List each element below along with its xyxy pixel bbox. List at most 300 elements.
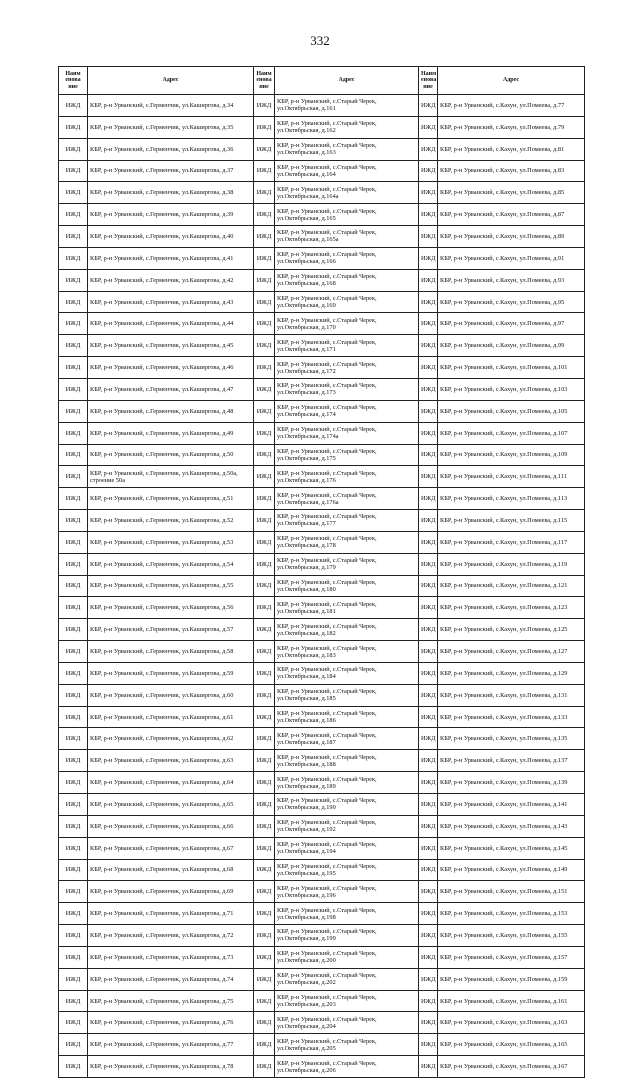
type-cell: ИЖД xyxy=(254,575,275,597)
type-cell: ИЖД xyxy=(419,400,438,422)
address-cell: КБР, р-н Урванский, с.Кахун, ул.Помеева, д.155 xyxy=(438,925,585,947)
table-row xyxy=(59,553,585,575)
table-row xyxy=(59,1034,585,1056)
address-cell: КБР, р-н Урванский, с.Герменчик, ул.Каширгова, д.44 xyxy=(88,313,254,335)
address-cell: КБР, р-н Урванский, с.Старый Черек, ул.Октябрьская, д.170 xyxy=(275,313,419,335)
address-cell: КБР, р-н Урванский, с.Кахун, ул.Помеева, д.113 xyxy=(438,488,585,510)
address-header: Адрес xyxy=(88,67,254,95)
type-cell: ИЖД xyxy=(254,946,275,968)
type-cell: ИЖД xyxy=(59,269,88,291)
table-row xyxy=(59,378,585,400)
type-cell: ИЖД xyxy=(419,422,438,444)
type-cell: ИЖД xyxy=(59,400,88,422)
address-cell: КБР, р-н Урванский, с.Старый Черек, ул.Октябрьская, д.186 xyxy=(275,706,419,728)
table-row xyxy=(59,772,585,794)
table-row xyxy=(59,684,585,706)
type-cell: ИЖД xyxy=(254,837,275,859)
address-cell: КБР, р-н Урванский, с.Герменчик, ул.Каширгова, д.50 xyxy=(88,444,254,466)
table-row xyxy=(59,706,585,728)
type-cell: ИЖД xyxy=(419,1034,438,1056)
address-cell: КБР, р-н Урванский, с.Кахун, ул.Помеева, д.115 xyxy=(438,510,585,532)
type-cell: ИЖД xyxy=(419,553,438,575)
type-cell: ИЖД xyxy=(59,925,88,947)
address-cell: КБР, р-н Урванский, с.Старый Черек, ул.Октябрьская, д.196 xyxy=(275,881,419,903)
table-row xyxy=(59,597,585,619)
address-cell: КБР, р-н Урванский, с.Кахун, ул.Помеева, д.93 xyxy=(438,269,585,291)
type-cell: ИЖД xyxy=(59,859,88,881)
type-cell: ИЖД xyxy=(254,750,275,772)
type-cell: ИЖД xyxy=(419,444,438,466)
type-cell: ИЖД xyxy=(419,684,438,706)
table-header-row xyxy=(59,67,585,95)
type-cell: ИЖД xyxy=(254,641,275,663)
address-cell: КБР, р-н Урванский, с.Кахун, ул.Помеева, д.137 xyxy=(438,750,585,772)
type-cell: ИЖД xyxy=(59,641,88,663)
table-row xyxy=(59,400,585,422)
type-cell: ИЖД xyxy=(254,444,275,466)
table-row xyxy=(59,444,585,466)
address-cell: КБР, р-н Урванский, с.Кахун, ул.Помеева, д.123 xyxy=(438,597,585,619)
type-cell: ИЖД xyxy=(59,684,88,706)
type-cell: ИЖД xyxy=(419,750,438,772)
address-cell: КБР, р-н Урванский, с.Старый Черек, ул.Октябрьская, д.202 xyxy=(275,968,419,990)
type-cell: ИЖД xyxy=(59,706,88,728)
address-cell: КБР, р-н Урванский, с.Старый Черек, ул.Октябрьская, д.169 xyxy=(275,291,419,313)
address-cell: КБР, р-н Урванский, с.Кахун, ул.Помеева, д.105 xyxy=(438,400,585,422)
type-cell: ИЖД xyxy=(254,510,275,532)
table-row xyxy=(59,335,585,357)
type-cell: ИЖД xyxy=(59,772,88,794)
type-cell: ИЖД xyxy=(254,728,275,750)
address-cell: КБР, р-н Урванский, с.Герменчик, ул.Каширгова, д.52 xyxy=(88,510,254,532)
address-cell: КБР, р-н Урванский, с.Кахун, ул.Помеева, д.117 xyxy=(438,531,585,553)
address-cell: КБР, р-н Урванский, с.Герменчик, ул.Каширгова, д.66 xyxy=(88,815,254,837)
type-cell: ИЖД xyxy=(59,750,88,772)
address-cell: КБР, р-н Урванский, с.Герменчик, ул.Каширгова, д.40 xyxy=(88,226,254,248)
address-cell: КБР, р-н Урванский, с.Старый Черек, ул.Октябрьская, д.204 xyxy=(275,1012,419,1034)
address-cell: КБР, р-н Урванский, с.Кахун, ул.Помеева, д.135 xyxy=(438,728,585,750)
address-cell: КБР, р-н Урванский, с.Старый Черек, ул.Октябрьская, д.164а xyxy=(275,182,419,204)
address-cell: КБР, р-н Урванский, с.Герменчик, ул.Каширгова, д.37 xyxy=(88,160,254,182)
address-cell: КБР, р-н Урванский, с.Кахун, ул.Помеева, д.163 xyxy=(438,1012,585,1034)
address-cell: КБР, р-н Урванский, с.Герменчик, ул.Каширгова, д.57 xyxy=(88,619,254,641)
type-cell: ИЖД xyxy=(59,95,88,117)
type-cell: ИЖД xyxy=(419,794,438,816)
type-cell: ИЖД xyxy=(59,466,88,488)
type-cell: ИЖД xyxy=(59,116,88,138)
type-cell: ИЖД xyxy=(59,815,88,837)
table-row xyxy=(59,488,585,510)
table-row xyxy=(59,138,585,160)
type-cell: ИЖД xyxy=(419,815,438,837)
address-cell: КБР, р-н Урванский, с.Герменчик, ул.Каширгова, д.64 xyxy=(88,772,254,794)
table-row xyxy=(59,531,585,553)
table-row xyxy=(59,160,585,182)
type-cell: ИЖД xyxy=(59,794,88,816)
type-cell: ИЖД xyxy=(59,247,88,269)
type-cell: ИЖД xyxy=(59,204,88,226)
type-cell: ИЖД xyxy=(254,1056,275,1078)
address-cell: КБР, р-н Урванский, с.Герменчик, ул.Каширгова, д.60 xyxy=(88,684,254,706)
type-cell: ИЖД xyxy=(254,794,275,816)
address-cell: КБР, р-н Урванский, с.Кахун, ул.Помеева, д.119 xyxy=(438,553,585,575)
table-row xyxy=(59,662,585,684)
type-cell: ИЖД xyxy=(254,422,275,444)
table-row xyxy=(59,750,585,772)
address-cell: КБР, р-н Урванский, с.Старый Черек, ул.Октябрьская, д.162 xyxy=(275,116,419,138)
address-cell: КБР, р-н Урванский, с.Кахун, ул.Помеева, д.167 xyxy=(438,1056,585,1078)
address-cell: КБР, р-н Урванский, с.Кахун, ул.Помеева, д.129 xyxy=(438,662,585,684)
table-row xyxy=(59,990,585,1012)
type-cell: ИЖД xyxy=(59,728,88,750)
type-cell: ИЖД xyxy=(254,357,275,379)
address-cell: КБР, р-н Урванский, с.Старый Черек, ул.Октябрьская, д.176 xyxy=(275,466,419,488)
type-cell: ИЖД xyxy=(59,575,88,597)
type-cell: ИЖД xyxy=(419,575,438,597)
type-cell: ИЖД xyxy=(254,335,275,357)
address-cell: КБР, р-н Урванский, с.Кахун, ул.Помеева, д.157 xyxy=(438,946,585,968)
address-cell: КБР, р-н Урванский, с.Герменчик, ул.Каширгова, д.48 xyxy=(88,400,254,422)
address-cell: КБР, р-н Урванский, с.Герменчик, ул.Каширгова, д.71 xyxy=(88,903,254,925)
address-cell: КБР, р-н Урванский, с.Старый Черек, ул.Октябрьская, д.165 xyxy=(275,204,419,226)
type-cell: ИЖД xyxy=(419,641,438,663)
address-cell: КБР, р-н Урванский, с.Кахун, ул.Помеева, д.103 xyxy=(438,378,585,400)
address-cell: КБР, р-н Урванский, с.Кахун, ул.Помеева, д.141 xyxy=(438,794,585,816)
address-cell: КБР, р-н Урванский, с.Герменчик, ул.Каширгова, д.62 xyxy=(88,728,254,750)
address-cell: КБР, р-н Урванский, с.Старый Черек, ул.Октябрьская, д.173 xyxy=(275,378,419,400)
type-cell: ИЖД xyxy=(59,1034,88,1056)
type-cell: ИЖД xyxy=(254,925,275,947)
page-number: 332 xyxy=(310,33,330,48)
type-cell: ИЖД xyxy=(59,968,88,990)
type-cell: ИЖД xyxy=(419,597,438,619)
type-cell: ИЖД xyxy=(419,531,438,553)
type-cell: ИЖД xyxy=(59,946,88,968)
table-row xyxy=(59,859,585,881)
type-cell: ИЖД xyxy=(254,138,275,160)
address-cell: КБР, р-н Урванский, с.Кахун, ул.Помеева, д.101 xyxy=(438,357,585,379)
address-cell: КБР, р-н Урванский, с.Герменчик, ул.Каширгова, д.55 xyxy=(88,575,254,597)
type-cell: ИЖД xyxy=(254,684,275,706)
table-row xyxy=(59,422,585,444)
address-cell: КБР, р-н Урванский, с.Герменчик, ул.Каширгова, д.45 xyxy=(88,335,254,357)
address-cell: КБР, р-н Урванский, с.Кахун, ул.Помеева, д.161 xyxy=(438,990,585,1012)
table-row xyxy=(59,269,585,291)
address-cell: КБР, р-н Урванский, с.Старый Черек, ул.Октябрьская, д.174а xyxy=(275,422,419,444)
type-cell: ИЖД xyxy=(59,619,88,641)
type-cell: ИЖД xyxy=(419,247,438,269)
address-cell: КБР, р-н Урванский, с.Кахун, ул.Помеева, д.121 xyxy=(438,575,585,597)
address-cell: КБР, р-н Урванский, с.Герменчик, ул.Каширгова, д.77 xyxy=(88,1034,254,1056)
type-cell: ИЖД xyxy=(254,291,275,313)
address-cell: КБР, р-н Урванский, с.Герменчик, ул.Каширгова, д.47 xyxy=(88,378,254,400)
address-cell: КБР, р-н Урванский, с.Герменчик, ул.Каширгова, д.73 xyxy=(88,946,254,968)
address-cell: КБР, р-н Урванский, с.Старый Черек, ул.Октябрьская, д.171 xyxy=(275,335,419,357)
type-cell: ИЖД xyxy=(59,226,88,248)
type-cell: ИЖД xyxy=(59,1012,88,1034)
address-cell: КБР, р-н Урванский, с.Герменчик, ул.Каширгова, д.78 xyxy=(88,1056,254,1078)
address-cell: КБР, р-н Урванский, с.Герменчик, ул.Каширгова, д.49 xyxy=(88,422,254,444)
address-cell: КБР, р-н Урванский, с.Герменчик, ул.Каширгова, д.36 xyxy=(88,138,254,160)
type-cell: ИЖД xyxy=(59,335,88,357)
type-cell: ИЖД xyxy=(59,357,88,379)
address-cell: КБР, р-н Урванский, с.Герменчик, ул.Каширгова, д.59 xyxy=(88,662,254,684)
address-cell: КБР, р-н Урванский, с.Старый Черек, ул.Октябрьская, д.184 xyxy=(275,662,419,684)
address-cell: КБР, р-н Урванский, с.Старый Черек, ул.Октябрьская, д.185 xyxy=(275,684,419,706)
address-table xyxy=(58,66,585,1078)
address-cell: КБР, р-н Урванский, с.Старый Черек, ул.Октябрьская, д.183 xyxy=(275,641,419,663)
type-cell: ИЖД xyxy=(419,95,438,117)
address-cell: КБР, р-н Урванский, с.Герменчик, ул.Каширгова, д.65 xyxy=(88,794,254,816)
type-cell: ИЖД xyxy=(419,1012,438,1034)
address-header: Адрес xyxy=(275,67,419,95)
address-cell: КБР, р-н Урванский, с.Герменчик, ул.Каширгова, д.56 xyxy=(88,597,254,619)
table-row xyxy=(59,794,585,816)
address-cell: КБР, р-н Урванский, с.Кахун, ул.Помеева, д.165 xyxy=(438,1034,585,1056)
table-row xyxy=(59,946,585,968)
type-cell: ИЖД xyxy=(254,662,275,684)
address-cell: КБР, р-н Урванский, с.Старый Черек, ул.Октябрьская, д.161 xyxy=(275,95,419,117)
address-cell: КБР, р-н Урванский, с.Кахун, ул.Помеева, д.127 xyxy=(438,641,585,663)
address-cell: КБР, р-н Урванский, с.Герменчик, ул.Каширгова, д.75 xyxy=(88,990,254,1012)
table-row xyxy=(59,575,585,597)
address-cell: КБР, р-н Урванский, с.Старый Черек, ул.Октябрьская, д.205 xyxy=(275,1034,419,1056)
type-cell: ИЖД xyxy=(254,772,275,794)
table-row xyxy=(59,226,585,248)
table-row xyxy=(59,925,585,947)
type-cell: ИЖД xyxy=(419,335,438,357)
type-cell: ИЖД xyxy=(254,116,275,138)
address-cell: КБР, р-н Урванский, с.Старый Черек, ул.Октябрьская, д.163 xyxy=(275,138,419,160)
type-cell: ИЖД xyxy=(254,378,275,400)
table-row xyxy=(59,1056,585,1078)
address-cell: КБР, р-н Урванский, с.Герменчик, ул.Каширгова, д.42 xyxy=(88,269,254,291)
type-cell: ИЖД xyxy=(59,291,88,313)
type-cell: ИЖД xyxy=(254,553,275,575)
address-cell: КБР, р-н Урванский, с.Герменчик, ул.Каширгова, д.68 xyxy=(88,859,254,881)
type-cell: ИЖД xyxy=(59,837,88,859)
address-cell: КБР, р-н Урванский, с.Герменчик, ул.Каширгова, д.38 xyxy=(88,182,254,204)
address-cell: КБР, р-н Урванский, с.Кахун, ул.Помеева, д.133 xyxy=(438,706,585,728)
table-body xyxy=(59,95,585,1078)
address-header: Адрес xyxy=(438,67,585,95)
address-cell: КБР, р-н Урванский, с.Старый Черек, ул.Октябрьская, д.180 xyxy=(275,575,419,597)
address-cell: КБР, р-н Урванский, с.Старый Черек, ул.Октябрьская, д.172 xyxy=(275,357,419,379)
address-cell: КБР, р-н Урванский, с.Старый Черек, ул.Октябрьская, д.164 xyxy=(275,160,419,182)
table-row xyxy=(59,837,585,859)
address-cell: КБР, р-н Урванский, с.Старый Черек, ул.Октябрьская, д.168 xyxy=(275,269,419,291)
address-cell: КБР, р-н Урванский, с.Старый Черек, ул.Октябрьская, д.192 xyxy=(275,815,419,837)
type-cell: ИЖД xyxy=(419,313,438,335)
address-cell: КБР, р-н Урванский, с.Кахун, ул.Помеева, д.159 xyxy=(438,968,585,990)
address-cell: КБР, р-н Урванский, с.Герменчик, ул.Каширгова, д.76 xyxy=(88,1012,254,1034)
address-cell: КБР, р-н Урванский, с.Герменчик, ул.Каширгова, д.50а, строение 50а xyxy=(88,466,254,488)
table-row xyxy=(59,510,585,532)
type-cell: ИЖД xyxy=(59,160,88,182)
type-cell: ИЖД xyxy=(254,1012,275,1034)
type-header: Наим енова ние xyxy=(419,67,438,95)
type-cell: ИЖД xyxy=(254,95,275,117)
type-cell: ИЖД xyxy=(419,1056,438,1078)
type-cell: ИЖД xyxy=(59,313,88,335)
type-cell: ИЖД xyxy=(419,968,438,990)
type-cell: ИЖД xyxy=(419,160,438,182)
table-row xyxy=(59,466,585,488)
address-cell: КБР, р-н Урванский, с.Старый Черек, ул.Октябрьская, д.206 xyxy=(275,1056,419,1078)
type-cell: ИЖД xyxy=(59,378,88,400)
table-row xyxy=(59,968,585,990)
address-cell: КБР, р-н Урванский, с.Кахун, ул.Помеева, д.153 xyxy=(438,903,585,925)
table-row xyxy=(59,95,585,117)
address-cell: КБР, р-н Урванский, с.Кахун, ул.Помеева, д.107 xyxy=(438,422,585,444)
address-cell: КБР, р-н Урванский, с.Старый Черек, ул.Октябрьская, д.203 xyxy=(275,990,419,1012)
address-cell: КБР, р-н Урванский, с.Старый Черек, ул.Октябрьская, д.198 xyxy=(275,903,419,925)
table-row xyxy=(59,728,585,750)
type-cell: ИЖД xyxy=(59,1056,88,1078)
address-cell: КБР, р-н Урванский, с.Кахун, ул.Помеева, д.111 xyxy=(438,466,585,488)
address-cell: КБР, р-н Урванский, с.Старый Черек, ул.Октябрьская, д.187 xyxy=(275,728,419,750)
address-cell: КБР, р-н Урванский, с.Герменчик, ул.Каширгова, д.43 xyxy=(88,291,254,313)
address-cell: КБР, р-н Урванский, с.Старый Черек, ул.Октябрьская, д.182 xyxy=(275,619,419,641)
type-cell: ИЖД xyxy=(254,182,275,204)
address-cell: КБР, р-н Урванский, с.Кахун, ул.Помеева, д.131 xyxy=(438,684,585,706)
type-cell: ИЖД xyxy=(254,313,275,335)
type-cell: ИЖД xyxy=(419,466,438,488)
table-row xyxy=(59,357,585,379)
type-header: Наим енова ние xyxy=(254,67,275,95)
address-cell: КБР, р-н Урванский, с.Старый Черек, ул.Октябрьская, д.175 xyxy=(275,444,419,466)
type-cell: ИЖД xyxy=(419,204,438,226)
type-cell: ИЖД xyxy=(419,378,438,400)
address-cell: КБР, р-н Урванский, с.Кахун, ул.Помеева, д.125 xyxy=(438,619,585,641)
type-cell: ИЖД xyxy=(254,881,275,903)
address-cell: КБР, р-н Урванский, с.Старый Черек, ул.Октябрьская, д.165а xyxy=(275,226,419,248)
address-cell: КБР, р-н Урванский, с.Герменчик, ул.Каширгова, д.34 xyxy=(88,95,254,117)
address-cell: КБР, р-н Урванский, с.Кахун, ул.Помеева, д.97 xyxy=(438,313,585,335)
type-cell: ИЖД xyxy=(419,859,438,881)
type-cell: ИЖД xyxy=(59,662,88,684)
table-row xyxy=(59,247,585,269)
address-cell: КБР, р-н Урванский, с.Старый Черек, ул.Октябрьская, д.194 xyxy=(275,837,419,859)
table-row xyxy=(59,182,585,204)
type-cell: ИЖД xyxy=(59,510,88,532)
type-cell: ИЖД xyxy=(419,269,438,291)
type-cell: ИЖД xyxy=(419,837,438,859)
address-cell: КБР, р-н Урванский, с.Герменчик, ул.Каширгова, д.51 xyxy=(88,488,254,510)
type-cell: ИЖД xyxy=(59,138,88,160)
address-cell: КБР, р-н Урванский, с.Герменчик, ул.Каширгова, д.35 xyxy=(88,116,254,138)
type-cell: ИЖД xyxy=(59,444,88,466)
table-row xyxy=(59,116,585,138)
type-cell: ИЖД xyxy=(59,881,88,903)
address-cell: КБР, р-н Урванский, с.Кахун, ул.Помеева, д.87 xyxy=(438,204,585,226)
type-cell: ИЖД xyxy=(59,990,88,1012)
address-cell: КБР, р-н Урванский, с.Старый Черек, ул.Октябрьская, д.190 xyxy=(275,794,419,816)
type-cell: ИЖД xyxy=(254,488,275,510)
address-cell: КБР, р-н Урванский, с.Кахун, ул.Помеева, д.81 xyxy=(438,138,585,160)
type-cell: ИЖД xyxy=(254,160,275,182)
type-cell: ИЖД xyxy=(419,291,438,313)
address-cell: КБР, р-н Урванский, с.Герменчик, ул.Каширгова, д.61 xyxy=(88,706,254,728)
table-row xyxy=(59,903,585,925)
type-cell: ИЖД xyxy=(419,925,438,947)
table-row xyxy=(59,291,585,313)
type-cell: ИЖД xyxy=(419,619,438,641)
type-cell: ИЖД xyxy=(254,269,275,291)
address-cell: КБР, р-н Урванский, с.Герменчик, ул.Каширгова, д.39 xyxy=(88,204,254,226)
type-cell: ИЖД xyxy=(59,488,88,510)
address-cell: КБР, р-н Урванский, с.Кахун, ул.Помеева, д.109 xyxy=(438,444,585,466)
address-cell: КБР, р-н Урванский, с.Старый Черек, ул.Октябрьская, д.195 xyxy=(275,859,419,881)
type-cell: ИЖД xyxy=(419,662,438,684)
address-cell: КБР, р-н Урванский, с.Герменчик, ул.Каширгова, д.53 xyxy=(88,531,254,553)
address-cell: КБР, р-н Урванский, с.Старый Черек, ул.Октябрьская, д.188 xyxy=(275,750,419,772)
type-cell: ИЖД xyxy=(254,597,275,619)
address-cell: КБР, р-н Урванский, с.Кахун, ул.Помеева, д.95 xyxy=(438,291,585,313)
table-row xyxy=(59,313,585,335)
type-cell: ИЖД xyxy=(254,400,275,422)
address-cell: КБР, р-н Урванский, с.Кахун, ул.Помеева, д.91 xyxy=(438,247,585,269)
address-cell: КБР, р-н Урванский, с.Герменчик, ул.Каширгова, д.54 xyxy=(88,553,254,575)
type-cell: ИЖД xyxy=(254,531,275,553)
type-header: Наим енова ние xyxy=(59,67,88,95)
address-cell: КБР, р-н Урванский, с.Старый Черек, ул.Октябрьская, д.178 xyxy=(275,531,419,553)
address-cell: КБР, р-н Урванский, с.Герменчик, ул.Каширгова, д.63 xyxy=(88,750,254,772)
address-cell: КБР, р-н Урванский, с.Старый Черек, ул.Октябрьская, д.199 xyxy=(275,925,419,947)
type-cell: ИЖД xyxy=(59,531,88,553)
address-cell: КБР, р-н Урванский, с.Кахун, ул.Помеева, д.77 xyxy=(438,95,585,117)
address-cell: КБР, р-н Урванский, с.Старый Черек, ул.Октябрьская, д.200 xyxy=(275,946,419,968)
type-cell: ИЖД xyxy=(254,706,275,728)
address-cell: КБР, р-н Урванский, с.Кахун, ул.Помеева, д.85 xyxy=(438,182,585,204)
address-cell: КБР, р-н Урванский, с.Старый Черек, ул.Октябрьская, д.189 xyxy=(275,772,419,794)
type-cell: ИЖД xyxy=(419,946,438,968)
address-cell: КБР, р-н Урванский, с.Герменчик, ул.Каширгова, д.72 xyxy=(88,925,254,947)
address-cell: КБР, р-н Урванский, с.Старый Черек, ул.Октябрьская, д.174 xyxy=(275,400,419,422)
address-cell: КБР, р-н Урванский, с.Герменчик, ул.Каширгова, д.67 xyxy=(88,837,254,859)
address-cell: КБР, р-н Урванский, с.Герменчик, ул.Каширгова, д.46 xyxy=(88,357,254,379)
address-cell: КБР, р-н Урванский, с.Герменчик, ул.Каширгова, д.74 xyxy=(88,968,254,990)
type-cell: ИЖД xyxy=(59,903,88,925)
type-cell: ИЖД xyxy=(254,859,275,881)
type-cell: ИЖД xyxy=(254,990,275,1012)
type-cell: ИЖД xyxy=(254,204,275,226)
address-cell: КБР, р-н Урванский, с.Старый Черек, ул.Октябрьская, д.176а xyxy=(275,488,419,510)
address-cell: КБР, р-н Урванский, с.Старый Черек, ул.Октябрьская, д.179 xyxy=(275,553,419,575)
address-cell: КБР, р-н Урванский, с.Кахун, ул.Помеева, д.79 xyxy=(438,116,585,138)
type-cell: ИЖД xyxy=(419,226,438,248)
type-cell: ИЖД xyxy=(254,247,275,269)
table-row xyxy=(59,641,585,663)
table-row xyxy=(59,204,585,226)
table-row xyxy=(59,815,585,837)
address-cell: КБР, р-н Урванский, с.Герменчик, ул.Каширгова, д.58 xyxy=(88,641,254,663)
address-cell: КБР, р-н Урванский, с.Кахун, ул.Помеева, д.149 xyxy=(438,859,585,881)
type-cell: ИЖД xyxy=(419,138,438,160)
address-cell: КБР, р-н Урванский, с.Кахун, ул.Помеева, д.83 xyxy=(438,160,585,182)
type-cell: ИЖД xyxy=(254,466,275,488)
address-cell: КБР, р-н Урванский, с.Старый Черек, ул.Октябрьская, д.181 xyxy=(275,597,419,619)
address-cell: КБР, р-н Урванский, с.Старый Черек, ул.Октябрьская, д.166 xyxy=(275,247,419,269)
address-cell: КБР, р-н Урванский, с.Кахун, ул.Помеева, д.99 xyxy=(438,335,585,357)
type-cell: ИЖД xyxy=(254,619,275,641)
type-cell: ИЖД xyxy=(59,597,88,619)
type-cell: ИЖД xyxy=(254,1034,275,1056)
address-cell: КБР, р-н Урванский, с.Герменчик, ул.Каширгова, д.41 xyxy=(88,247,254,269)
type-cell: ИЖД xyxy=(419,357,438,379)
type-cell: ИЖД xyxy=(254,226,275,248)
address-cell: КБР, р-н Урванский, с.Старый Черек, ул.Октябрьская, д.177 xyxy=(275,510,419,532)
